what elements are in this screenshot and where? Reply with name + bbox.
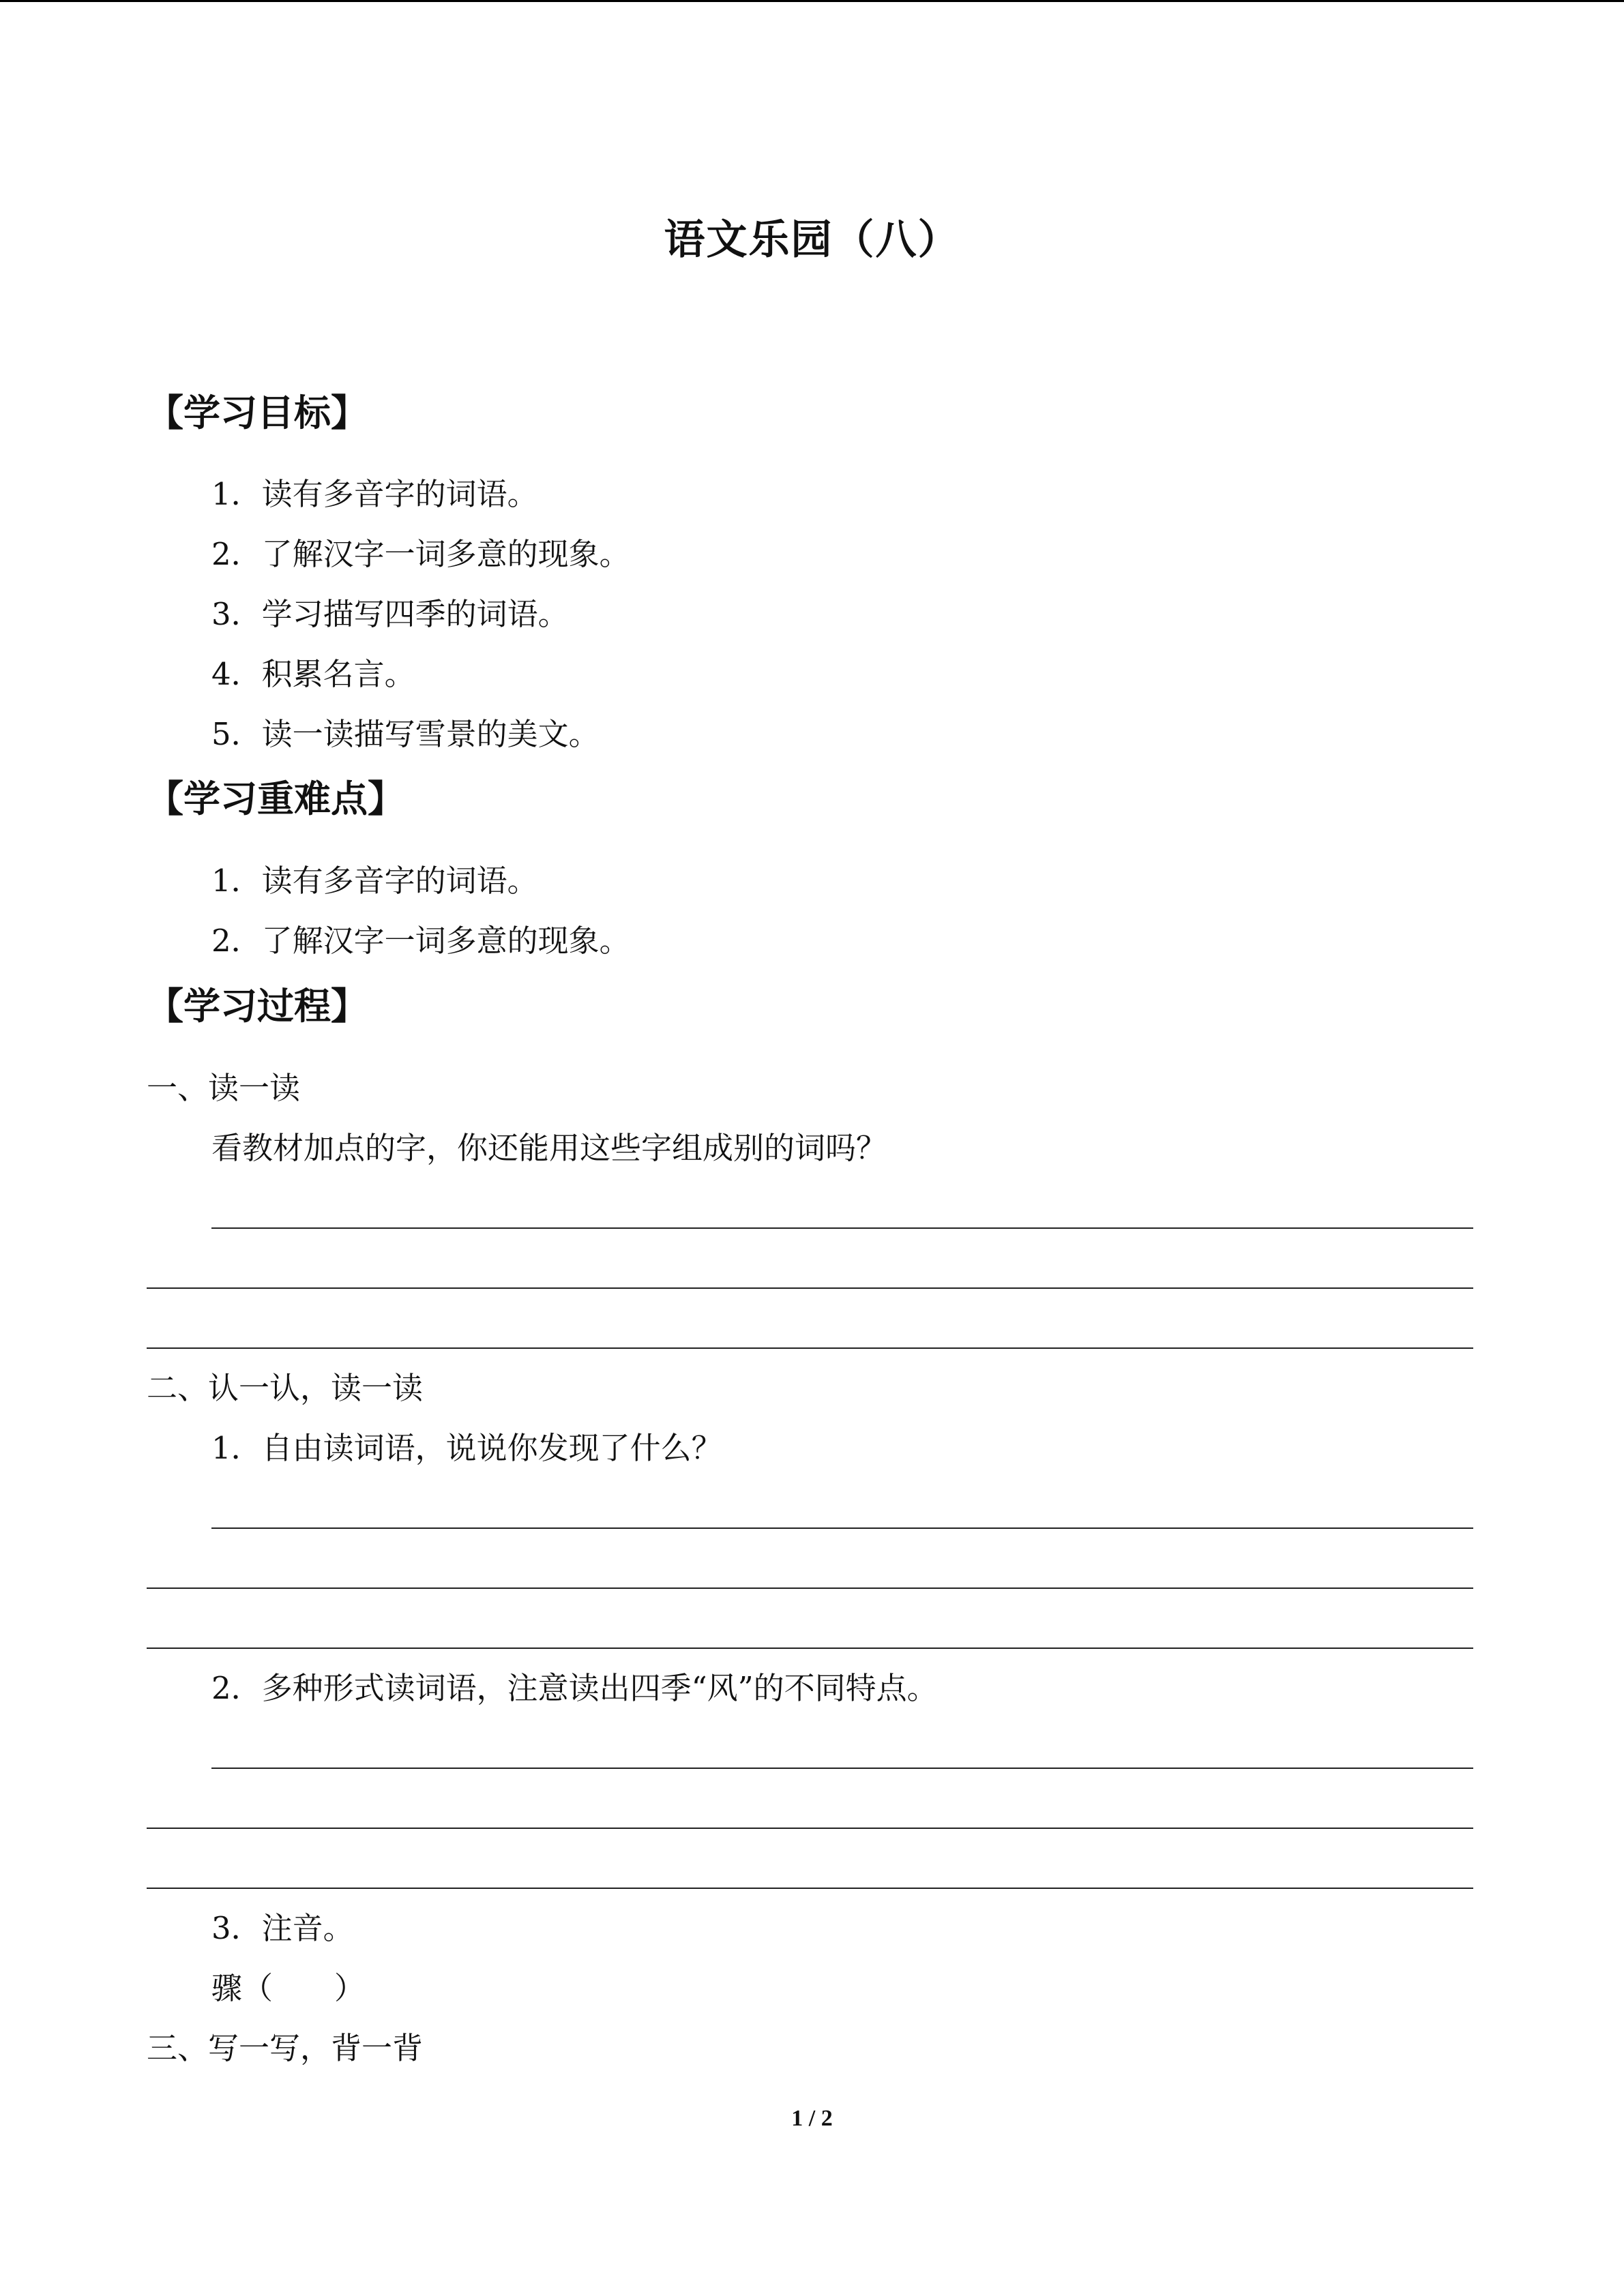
answer-line [147, 1287, 1473, 1289]
key-point-item-1: 1．读有多音字的词语。 [211, 863, 538, 899]
page-title: 语文乐园（八） [664, 216, 960, 264]
goal-item-3: 3．学习描写四季的词语。 [211, 596, 569, 632]
part2-question-1: 1．自由读词语，说说你发现了什么？ [211, 1430, 722, 1466]
answer-line [147, 1828, 1473, 1829]
top-border-rule [0, 0, 1624, 2]
goal-item-2: 2．了解汉字一词多意的现象。 [211, 536, 630, 572]
section-heading-key-points: 【学习重难点】 [147, 777, 404, 820]
answer-line [147, 1587, 1473, 1589]
section-heading-goals: 【学习目标】 [147, 391, 368, 434]
answer-line [147, 1648, 1473, 1649]
part3-title: 三、写一写，背一背 [147, 2030, 424, 2066]
answer-line [211, 1527, 1473, 1529]
answer-line [147, 1888, 1473, 1889]
goal-item-5: 5．读一读描写雪景的美文。 [211, 716, 600, 752]
section-heading-process: 【学习过程】 [147, 984, 368, 1028]
part2-question-2: 2．多种形式读词语，注意读出四季“风”的不同特点。 [211, 1670, 938, 1706]
part1-prompt: 看教材加点的字，你还能用这些字组成别的词吗？ [211, 1130, 887, 1166]
page-number: 1 / 2 [791, 2106, 833, 2131]
pinyin-item: 骤（ ） [211, 1970, 366, 2006]
goal-item-4: 4．积累名言。 [211, 656, 415, 692]
part2-title: 二、认一认，读一读 [147, 1370, 424, 1406]
answer-line [211, 1768, 1473, 1769]
key-point-item-2: 2．了解汉字一词多意的现象。 [211, 923, 630, 959]
answer-line [147, 1347, 1473, 1349]
part2-question-3: 3．注音。 [211, 1910, 354, 1946]
answer-line [211, 1227, 1473, 1229]
goal-item-1: 1．读有多音字的词语。 [211, 476, 538, 512]
part1-title: 一、读一读 [147, 1070, 301, 1106]
